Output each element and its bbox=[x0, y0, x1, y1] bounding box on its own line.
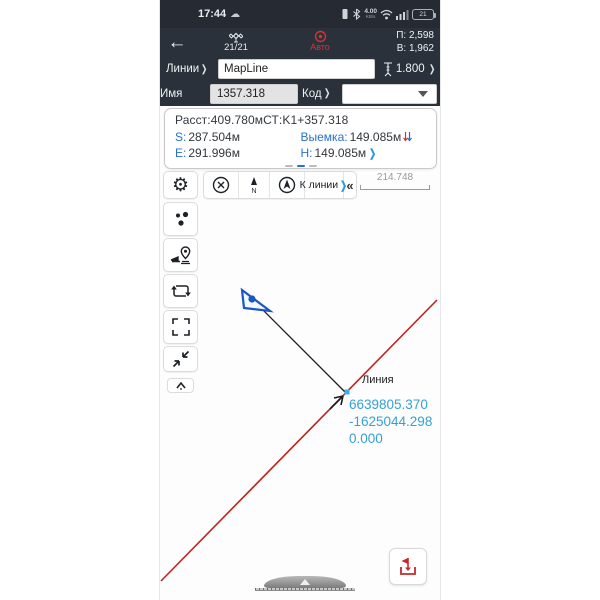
chevron-right-icon: ❯ bbox=[369, 147, 377, 160]
card-pager-dots[interactable] bbox=[285, 165, 317, 168]
lines-selector[interactable]: Линии ❯ bbox=[166, 63, 208, 75]
scatter-dots-icon bbox=[171, 210, 191, 229]
signal-bars-icon bbox=[396, 9, 409, 20]
map-stakeout-line bbox=[252, 299, 345, 392]
rotate-view-button[interactable] bbox=[163, 274, 198, 308]
status-bar bbox=[160, 0, 440, 28]
code-selector[interactable]: Код ❯ bbox=[302, 87, 330, 100]
fullscreen-button[interactable] bbox=[163, 310, 198, 344]
chevron-up-icon bbox=[175, 381, 187, 390]
cloud-icon: ☁ bbox=[230, 8, 241, 20]
chevron-right-icon: ❯ bbox=[201, 63, 208, 75]
rotate-loop-icon bbox=[171, 282, 191, 300]
clock: 17:44 bbox=[198, 8, 227, 20]
settings-button[interactable] bbox=[163, 171, 198, 199]
cut-value-row: Выемка: 149.085м bbox=[301, 130, 427, 144]
app-header bbox=[160, 28, 440, 57]
map-position-dot bbox=[248, 295, 255, 302]
coord-elevation: 0.000 bbox=[349, 431, 383, 446]
line-name-input[interactable]: MapLine bbox=[218, 59, 375, 79]
rms-values bbox=[396, 30, 434, 55]
satellite-count: 21/21 bbox=[224, 42, 248, 53]
name-label: Имя bbox=[160, 87, 183, 100]
map-position-flag bbox=[242, 290, 270, 311]
map-toolbar bbox=[160, 171, 440, 199]
location-arrow-icon bbox=[278, 176, 296, 194]
hrms-label: П: bbox=[396, 30, 407, 41]
collapse-toolbar-button[interactable]: « bbox=[346, 177, 354, 193]
map-line-label: Линия bbox=[362, 374, 394, 386]
bluetooth-icon bbox=[352, 8, 361, 20]
back-button[interactable]: ← bbox=[167, 31, 187, 53]
scale-value: 214.748 bbox=[376, 172, 414, 183]
auto-label: Авто bbox=[310, 42, 330, 52]
map-direction-arrow bbox=[330, 396, 343, 409]
e-value-row: E: 291.996м bbox=[175, 146, 240, 160]
app-window bbox=[160, 0, 440, 600]
toolbar-button-group bbox=[203, 171, 357, 199]
chevron-right-icon: ❯ bbox=[428, 63, 435, 75]
chevron-right-icon: ❯ bbox=[340, 179, 348, 192]
sidebar-collapse-handle[interactable] bbox=[167, 378, 194, 393]
svg-text:N: N bbox=[251, 188, 257, 194]
north-orientation-button[interactable] bbox=[239, 172, 270, 198]
chevron-down-icon bbox=[418, 91, 428, 97]
satellite-status[interactable] bbox=[218, 30, 254, 53]
hrms-value: 2,598 bbox=[408, 30, 434, 41]
vrms-value: 1,962 bbox=[408, 42, 434, 54]
auto-record-status[interactable] bbox=[302, 30, 338, 52]
fullscreen-corners-icon bbox=[172, 318, 190, 336]
circle-x-icon bbox=[212, 176, 230, 194]
antenna-pole-icon bbox=[383, 62, 393, 77]
stakeout-info-card[interactable] bbox=[164, 108, 437, 169]
machine-pin-icon bbox=[170, 246, 192, 265]
zoom-extents-button[interactable] bbox=[163, 346, 198, 372]
h-value-row[interactable]: H: 149.085м ❯ bbox=[300, 146, 377, 160]
drawer-arrow-icon bbox=[300, 579, 310, 585]
distance-station-text: Расст:409.780мСТ:K1+357.318 bbox=[175, 113, 349, 127]
code-dropdown[interactable] bbox=[342, 84, 437, 104]
north-arrow-icon bbox=[248, 176, 260, 194]
stake-marker-icon bbox=[397, 556, 419, 578]
vrms-label: В: bbox=[396, 42, 407, 54]
name-code-row bbox=[160, 81, 440, 106]
wifi-icon bbox=[380, 9, 393, 20]
map-scale-bar bbox=[360, 172, 430, 190]
s-value-row: S: 287.504м bbox=[175, 130, 240, 144]
antenna-height-value: 1.800 bbox=[395, 63, 425, 75]
bottom-drawer-handle[interactable] bbox=[255, 576, 355, 592]
map-target-point bbox=[345, 390, 350, 395]
collapse-arrows-icon bbox=[172, 350, 190, 368]
chevron-right-icon: ❯ bbox=[323, 88, 330, 99]
stake-point-button[interactable] bbox=[389, 548, 427, 585]
vibrate-icon bbox=[341, 8, 349, 20]
drawer-ruler-line bbox=[255, 588, 355, 591]
gear-icon: ⚙ bbox=[171, 174, 190, 196]
network-speed-indicator: 4.00 KB/s bbox=[364, 7, 377, 19]
point-display-button[interactable] bbox=[163, 202, 198, 236]
antenna-height-selector[interactable] bbox=[383, 57, 436, 81]
battery-icon: 21 bbox=[412, 9, 434, 20]
point-name-input[interactable]: 1357.318 bbox=[210, 84, 298, 104]
coord-east: -1625044.298 bbox=[349, 414, 433, 429]
map-coordinates bbox=[349, 396, 432, 447]
scale-ruler-line bbox=[360, 185, 430, 190]
coord-north: 6639805.370 bbox=[349, 397, 428, 412]
line-select-row bbox=[160, 57, 440, 81]
cut-fill-arrows-icon bbox=[403, 131, 412, 143]
cancel-target-button[interactable] bbox=[204, 172, 239, 198]
to-line-button[interactable]: К линии ❯ bbox=[305, 172, 344, 198]
stake-points-button[interactable] bbox=[163, 238, 198, 272]
